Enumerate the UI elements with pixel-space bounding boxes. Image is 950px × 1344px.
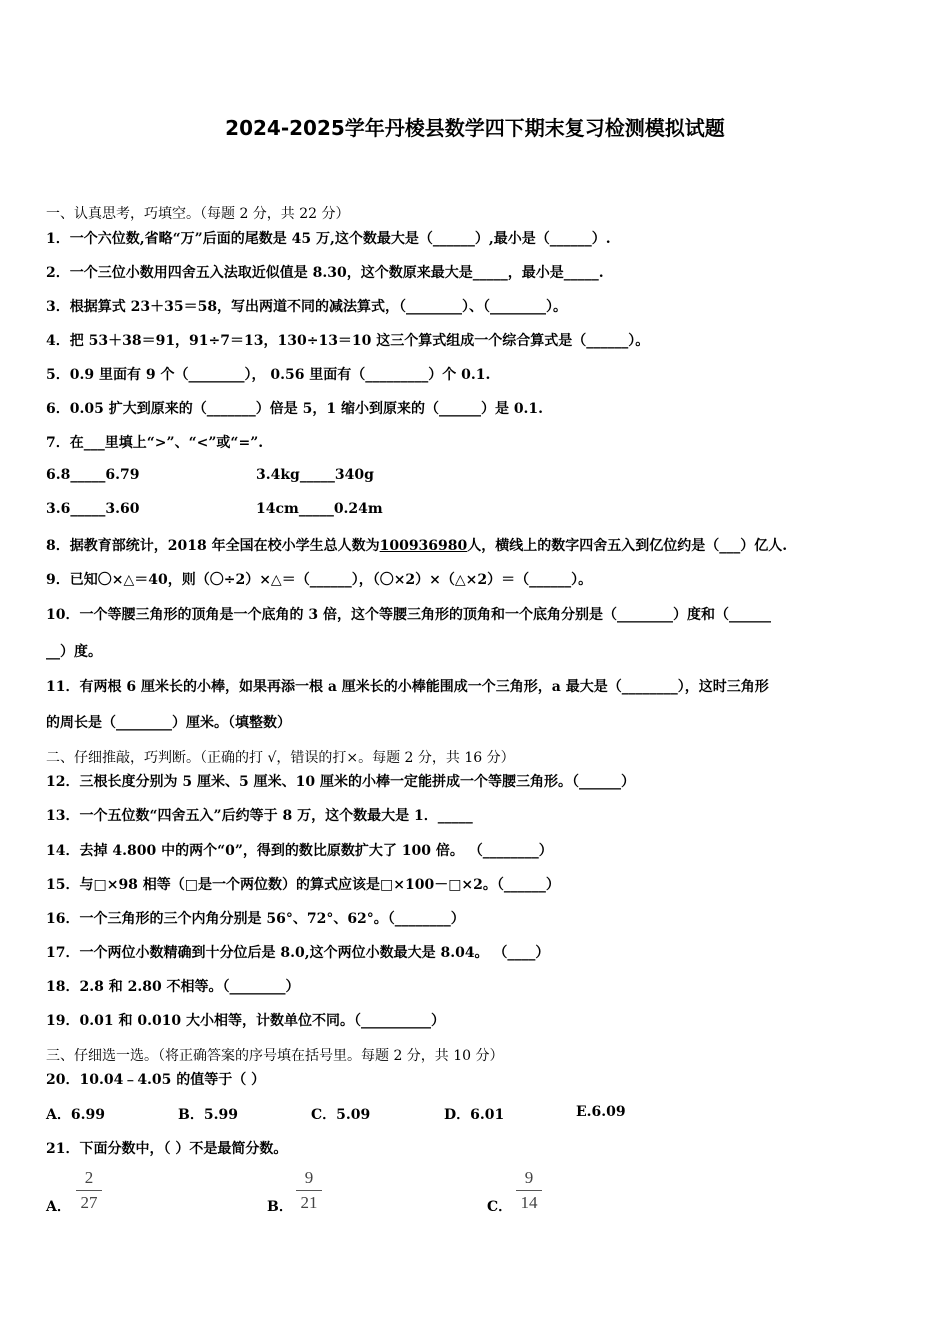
question-20-option-d: D．6.01 — [444, 1107, 505, 1123]
fraction-denominator: 14 — [520, 1193, 538, 1212]
question-21-option-c-label: C． — [487, 1199, 513, 1215]
question-6: 6．0.05 扩大到原来的（_______）倍是 5，1 缩小到原来的（______）是 0.1. — [46, 401, 544, 417]
question-19: 19．0.01 和 0.010 大小相等，计数单位不同。（__________） — [46, 1013, 446, 1029]
section3-heading: 三、仔细选一选。（将正确答案的序号填在括号里。每题 2 分，共 10 分） — [46, 1048, 504, 1064]
question-4: 4．把 53＋38＝91，91÷7＝13，130÷13＝10 这三个算式组成一个综合算式是（______）。 — [46, 333, 650, 349]
question-8-underlined-number: 100936980 — [379, 538, 468, 554]
question-2: 2．一个三位小数用四舍五入法取近似值是 8.30，这个数原来最大是_____，最小是_____. — [46, 265, 604, 281]
question-3: 3．根据算式 23＋35＝58，写出两道不同的减法算式，（________）、（________）。 — [46, 299, 568, 315]
question-18: 18．2.8 和 2.80 不相等。（________） — [46, 979, 300, 995]
fraction-numerator: 2 — [84, 1168, 94, 1187]
fraction-numerator: 9 — [524, 1168, 534, 1187]
question-7: 7．在___里填上“>”、“<”或“=”. — [46, 435, 264, 451]
question-8 — [46, 535, 787, 555]
question-17: 17．一个两位小数精确到十分位后是 8.0,这个两位小数最大是 8.04。 （____） — [46, 945, 550, 961]
question-7-row1-left: 6.8_____6.79 — [46, 467, 140, 483]
question-16: 16．一个三角形的三个内角分别是 56°、72°、62°。（________） — [46, 911, 465, 927]
question-9: 9．已知〇×△＝40，则（〇÷2）×△＝（______），（〇×2）×（△×2）＝（______）。 — [46, 572, 593, 588]
question-20-option-c: C．5.09 — [311, 1107, 371, 1123]
fraction-numerator: 9 — [304, 1168, 314, 1187]
fraction-bar — [516, 1190, 542, 1191]
question-7-row2-left: 3.6_____3.60 — [46, 501, 140, 517]
fraction-denominator: 27 — [80, 1193, 98, 1212]
question-13: 13．一个五位数“四舍五入”后约等于 8 万，这个数最大是 1．_____ — [46, 808, 473, 824]
question-8-text: 8．据教育部统计，2018 年全国在校小学生总人数为 — [46, 538, 380, 554]
question-21-option-a-label: A． — [46, 1199, 71, 1215]
question-20-option-b: B．5.99 — [178, 1107, 238, 1123]
question-21-option-b-fraction — [296, 1168, 322, 1213]
question-10-line2: __）度。 — [46, 644, 102, 660]
question-11-line1: 11．有两根 6 厘米长的小棒，如果再添一根 a 厘米长的小棒能围成一个三角形，a 最大是（________），这时三角形 — [46, 679, 769, 695]
fraction-bar — [76, 1190, 102, 1191]
question-20-option-a: A．6.99 — [46, 1107, 105, 1123]
question-8-text-end: 人，横线上的数字四舍五入到亿位约是（___）亿人. — [467, 538, 788, 554]
fraction-bar — [296, 1190, 322, 1191]
question-7-row2-right: 14cm_____0.24m — [256, 501, 383, 517]
question-21: 21．下面分数中，（ ）不是最简分数。 — [46, 1141, 288, 1157]
question-21-option-c-fraction — [516, 1168, 542, 1213]
question-14: 14．去掉 4.800 中的两个“0”，得到的数比原数扩大了 100 倍。 （________） — [46, 843, 553, 859]
question-7-row1-right: 3.4kg_____340g — [256, 467, 374, 483]
page-title: 2024-2025学年丹棱县数学四下期末复习检测模拟试题 — [225, 116, 725, 140]
fraction-denominator: 21 — [300, 1193, 318, 1212]
question-1: 1．一个六位数,省略“万”后面的尾数是 45 万,这个数最大是（______）,最小是（______）. — [46, 231, 611, 247]
question-20: 20．10.04﹣4.05 的值等于（ ） — [46, 1072, 266, 1088]
question-5: 5．0.9 里面有 9 个（________）， 0.56 里面有（_________）个 0.1. — [46, 367, 491, 383]
section1-heading: 一、认真思考，巧填空。（每题 2 分，共 22 分） — [46, 206, 350, 222]
question-20-option-e: E.6.09 — [576, 1104, 626, 1120]
question-21-option-b-label: B． — [267, 1199, 293, 1215]
section2-heading: 二、仔细推敲，巧判断。（正确的打 √，错误的打×。每题 2 分，共 16 分） — [46, 750, 515, 766]
question-15: 15．与□×98 相等（□是一个两位数）的算式应该是□×100－□×2。（______） — [46, 877, 560, 893]
question-10-line1: 10．一个等腰三角形的顶角是一个底角的 3 倍，这个等腰三角形的顶角和一个底角分别是（________）度和（______ — [46, 607, 771, 623]
question-21-option-a-fraction — [76, 1168, 102, 1213]
question-11-line2: 的周长是（________）厘米。（填整数） — [46, 715, 291, 731]
question-12: 12．三根长度分别为 5 厘米、5 厘米、10 厘米的小棒一定能拼成一个等腰三角形。（______） — [46, 774, 635, 790]
